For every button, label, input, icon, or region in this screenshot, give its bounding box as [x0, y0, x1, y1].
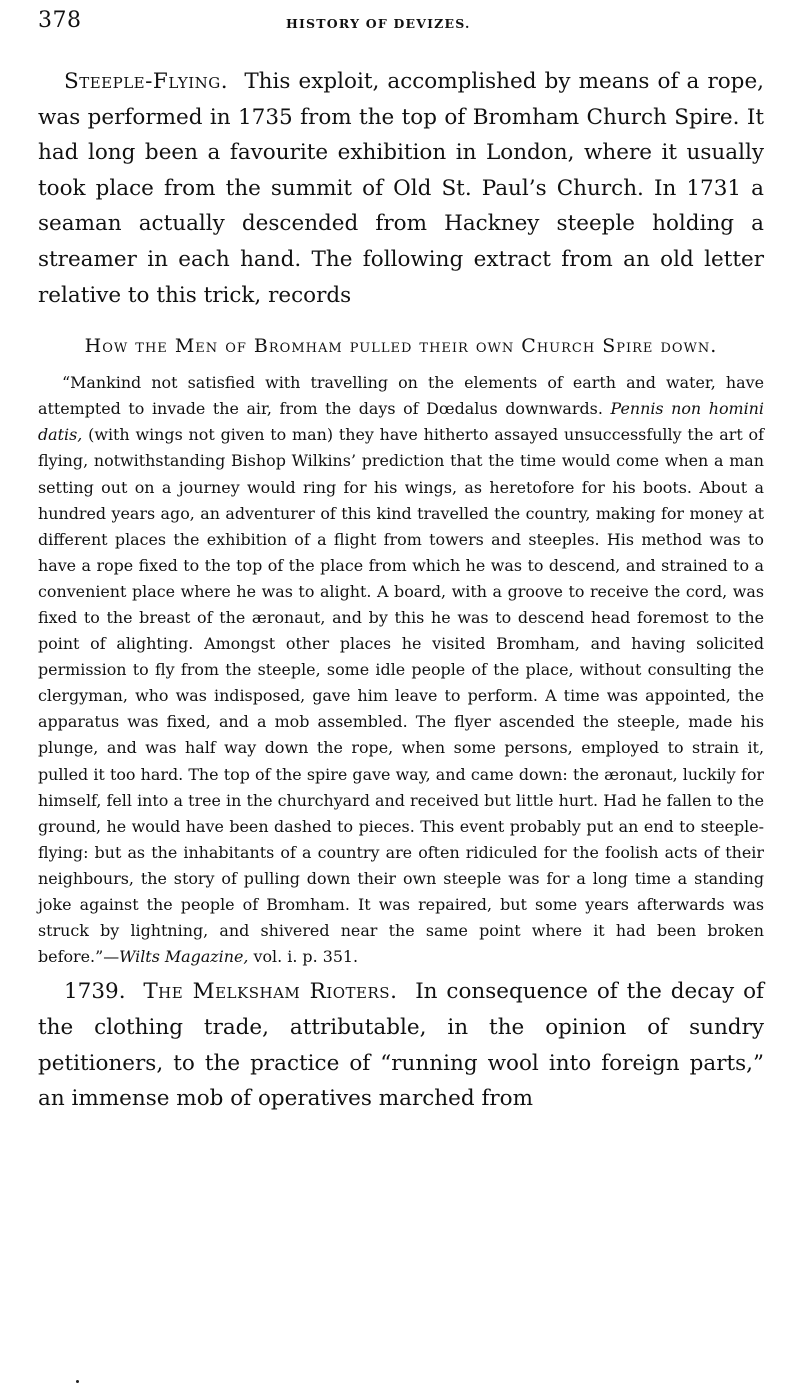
ink-speck — [76, 1380, 79, 1383]
extract-quote — [38, 370, 764, 970]
page-header — [38, 0, 764, 40]
melksham-caption: The Melksham Rioters. — [143, 979, 398, 1005]
quote-citation: vol. i. p. 351. — [253, 947, 359, 967]
latin-phrase: Pennis non homini datis, — [38, 399, 764, 445]
steeple-flying-caption: Steeple-Flying. — [64, 69, 229, 94]
running-head: HISTORY OF DEVIZES. — [286, 16, 471, 31]
melksham-text: In consequence of the decay of the clothing trade, attributable, in the opinion of sundry petitioners, to the practice of “running wool into foreign parts,” an immense mob of operatives marched from — [38, 979, 764, 1112]
melksham-rioters-paragraph — [38, 974, 764, 1116]
quote-source: Wilts Magazine, — [119, 947, 249, 967]
book-page — [38, 0, 764, 1117]
quote-text-2: (with wings not given to man) they have hitherto assayed unsuccessfully the art of flying, notwithstanding Bishop Wilkins’ prediction that the time would come when a man setting out on a journey would ring for his wings, as heretofore for his boots. About a hundred years ago, an adventurer of this kind travelled the country, making for money at different places the exhibition of a flight from towers and steeples. His method was to have a rope fixed to the top of the place from which he was to descend, and strained to a convenient place where he was to alight. A board, with a groove to receive the cord, was fixed to the breast of the æronaut, and by this he was to descend head foremost to the point of alighting. Amongst other places he visited Bromham, and having solicited permission to fly from the steeple, some idle people of the place, without consulting the clergyman, who was indisposed, gave him leave to perform. A time was appointed, the apparatus was fixed, and a mob assembled. The flyer ascended the steeple, made his plunge, and was half way down the rope, when some persons, employed to strain it, pulled it too hard. The top of the spire gave way, and came down: the æronaut, luckily for himself, fell into a tree in the churchyard and received but little hurt. Had he fallen to the ground, he would have been dashed to pieces. This event probably put an end to steeple-flying: but as the inhabitants of a country are often ridiculed for the foolish acts of their neighbours, the story of pulling down their own steeple was for a long time a standing joke against the people of Bromham. It was repaired, but some years afterwards was struck by lightning, and shivered near the same point where it had been broken before.”— — [38, 425, 764, 967]
melksham-year: 1739. — [64, 979, 126, 1005]
page-number: 378 — [38, 8, 82, 33]
quote-text-1: “Mankind not satisfied with travelling on the elements of earth and water, have attempted to invade the air, from the days of Dœdalus downwards. — [38, 373, 764, 419]
steeple-flying-paragraph — [38, 64, 764, 313]
extract-heading: How the Men of Bromham pulled their own Church Spire down. — [84, 335, 718, 358]
steeple-flying-text: This exploit, accomplished by means of a rope, was performed in 1735 from the top of Bromham Church Spire. It had long been a favourite exhibition in London, where it usually took place from the summit of Old St. Paul’s Church. In 1731 a seaman actually descended from Hackney steeple holding a streamer in each hand. The following extract from an old letter relative to this trick, records — [38, 69, 764, 308]
